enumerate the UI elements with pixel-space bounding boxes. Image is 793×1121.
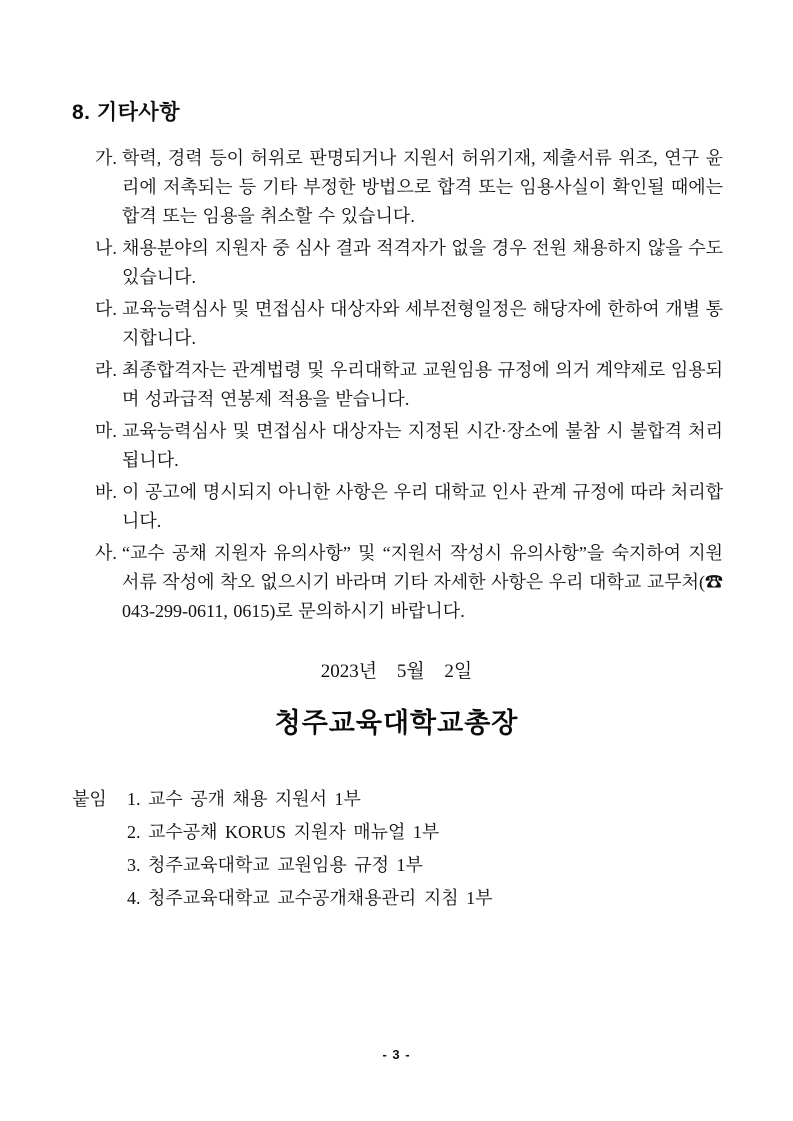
attachment-item: 3. 청주교육대학교 교원임용 규정 1부: [127, 855, 423, 875]
clause-text: 학력, 경력 등이 허위로 판명되거나 지원서 허위기재, 제출서류 위조, 연구 윤리에 저촉되는 등 기타 부정한 방법으로 합격 또는 임용사실이 확인될 때에는 합격 또는 임용을 취소할 수 있습니다.: [122, 148, 723, 226]
list-item: [95, 144, 723, 231]
page-number: - 3 -: [382, 1047, 411, 1062]
clause-label: 다.: [95, 299, 117, 319]
clause-label: 사.: [95, 543, 117, 563]
list-item: [95, 539, 723, 626]
attachments-section: [70, 783, 723, 915]
clause-text: 교육능력심사 및 면접심사 대상자는 지정된 시간·장소에 불참 시 불합격 처리 됩니다.: [122, 421, 723, 470]
clause-text: 교육능력심사 및 면접심사 대상자와 세부전형일정은 해당자에 한하여 개별 통지합니다.: [122, 299, 723, 348]
list-item: [95, 234, 723, 292]
attachment-item: 4. 청주교육대학교 교수공개채용관리 지침 1부: [127, 888, 493, 908]
clause-label: 라.: [95, 360, 117, 380]
clause-text: 채용분야의 지원자 중 심사 결과 적격자가 없을 경우 전원 채용하지 않을 수도 있습니다.: [122, 238, 723, 287]
section-heading: 8. 기타사항: [72, 101, 180, 124]
clause-list: [70, 144, 723, 626]
signature-issuer: 청주교육대학교총장: [274, 708, 519, 738]
list-item: [95, 295, 723, 353]
clause-text: “교수 공채 지원자 유의사항” 및 “지원서 작성시 유의사항”을 숙지하여 지원 서류 작성에 착오 없으시기 바라며 기타 자세한 사항은 우리 대학교 교무처(☎ 043-299-0611, 0615)로 문의하시기 바랍니다.: [122, 543, 723, 621]
issue-date: 2023년 5월 2일: [320, 661, 473, 682]
attachments-list: [127, 783, 723, 915]
list-item: [95, 356, 723, 414]
clause-label: 마.: [95, 421, 117, 441]
attachments-label: 붙임: [72, 789, 107, 809]
clause-label: 바.: [95, 482, 117, 502]
attachment-item: 1. 교수 공개 채용 지원서 1부: [127, 789, 361, 809]
attachment-item: 2. 교수공채 KORUS 지원자 매뉴얼 1부: [127, 822, 440, 842]
list-item: [95, 478, 723, 536]
clause-text: 이 공고에 명시되지 아니한 사항은 우리 대학교 인사 관계 규정에 따라 처리합니다.: [122, 482, 723, 531]
clause-label: 가.: [95, 148, 117, 168]
clause-text: 최종합격자는 관계법령 및 우리대학교 교원임용 규정에 의거 계약제로 임용되며 성과급적 연봉제 적용을 받습니다.: [122, 360, 723, 409]
clause-label: 나.: [95, 238, 117, 258]
list-item: [95, 417, 723, 475]
